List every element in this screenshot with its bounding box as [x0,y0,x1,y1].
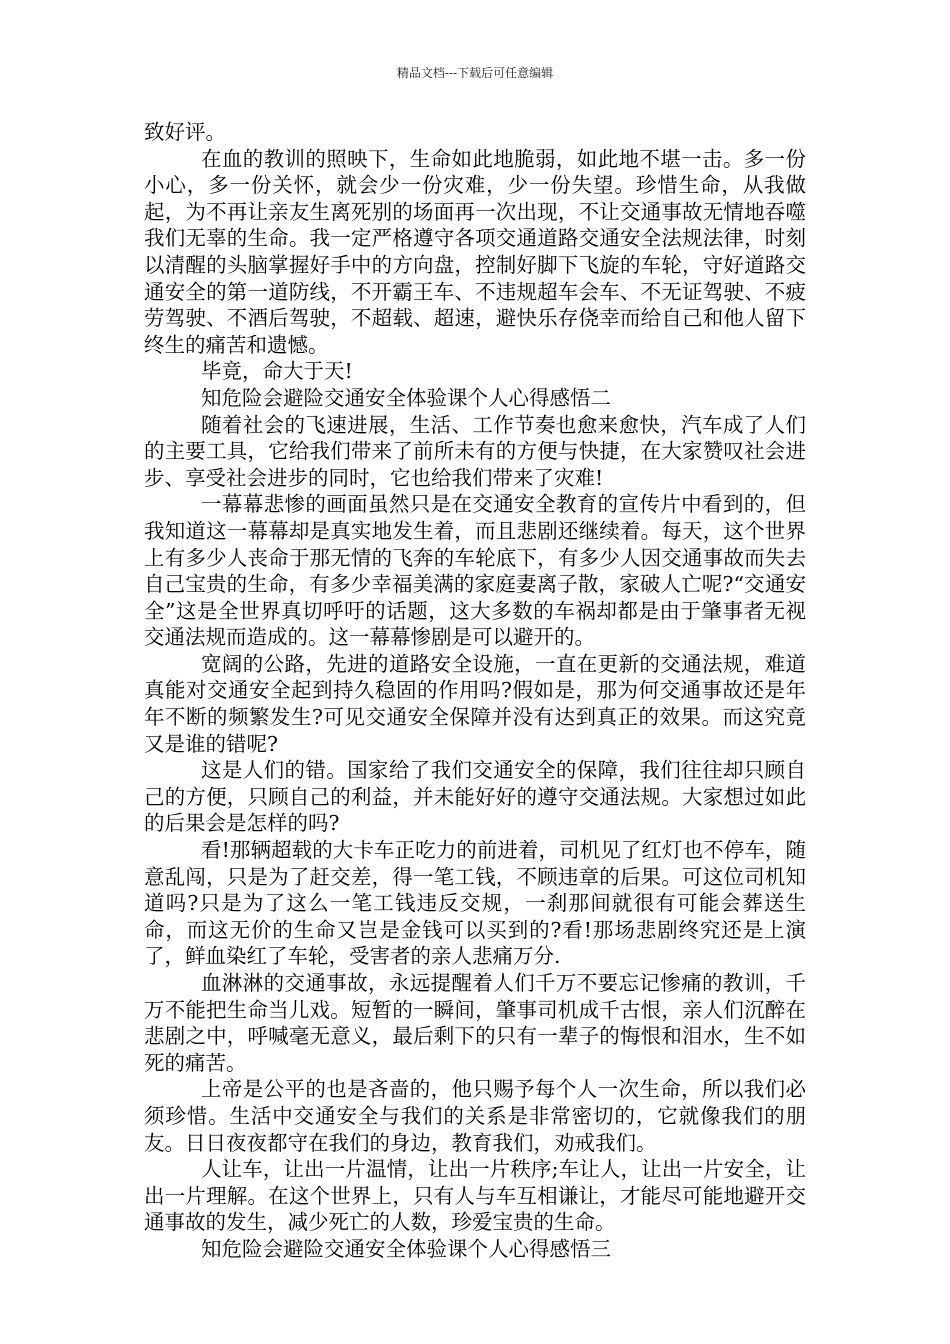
paragraph: 人让车，让出一片温情，让出一片秩序;车让人，让出一片安全，让出一片理解。在这个世界上，只有人与车互相谦让，才能尽可能地避开交通事故的发生，减少死亡的人数，珍爱宝贵的生命。 [144,1157,806,1235]
paragraph: 一幕幕悲惨的画面虽然只是在交通安全教育的宣传片中看到的，但我知道这一幕幕却是真实地发生着，而且悲剧还继续着。每天，这个世界上有多少人丧命于那无情的飞奔的车轮底下，有多少人因交通事故而失去自己宝贵的生命，有多少幸福美满的家庭妻离子散，家破人亡呢?“交通安全”这是全世界真切呼吁的话题，这大多数的车祸却都是由于肇事者无视交通法规而造成的。这一幕幕惨剧是可以避开的。 [144,492,806,650]
paragraph-continuation: 致好评。 [144,120,226,144]
section-heading: 知危险会避险交通安全体验课个人心得感悟二 [201,385,611,410]
document-body [144,119,806,1263]
paragraph: 在血的教训的照映下，生命如此地脆弱，如此地不堪一击。多一份小心，多一份关怀，就会少一份灾难，少一份失望。珍惜生命，从我做起，为不再让亲友生离死别的场面再一次出现，不让交通事故无情地吞噬我们无辜的生命。我一定严格遵守各项交通道路交通安全法规法律，时刻以清醒的头脑掌握好手中的方向盘，控制好脚下飞旋的车轮，守好道路交通安全的第一道防线，不开霸王车、不违规超车会车、不无证驾驶、不疲劳驾驶、不酒后驾驶，不超载、超速，避快乐存侥幸而给自己和他人留下终生的痛苦和遗憾。 [144,146,806,357]
page-header: 精品文档---下载后可任意编辑 [396,66,554,80]
paragraph: 看!那辆超载的大卡车正吃力的前进着，司机见了红灯也不停车，随意乱闯，只是为了赶交差，得一笔工钱，不顾违章的后果。可这位司机知道吗?只是为了这么一笔工钱违反交规，一刹那间就很有可能会葬送生命，而这无价的生命又岂是金钱可以买到的?看!那场悲剧终究还是上演了，鲜血染红了车轮，受害者的亲人悲痛万分. [144,838,806,969]
paragraph: 上帝是公平的也是吝啬的，他只赐予每个人一次生命，所以我们必须珍惜。生活中交通安全与我们的关系是非常密切的，它就像我们的朋友。日日夜夜都守在我们的身边，教育我们，劝戒我们。 [144,1077,806,1155]
paragraph: 这是人们的错。国家给了我们交通安全的保障，我们往往却只顾自己的方便，只顾自己的利益，并未能好好的遵守交通法规。大家想过如此的后果会是怎样的吗? [144,758,806,836]
paragraph: 宽阔的公路，先进的道路安全设施，一直在更新的交通法规，难道真能对交通安全起到持久稳固的作用吗?假如是，那为何交通事故还是年年不断的频繁发生?可见交通安全保障并没有达到真正的效果。而这究竟又是谁的错呢? [144,651,806,756]
paragraph: 毕竟，命大于天! [201,359,353,384]
section-heading: 知危险会避险交通安全体验课个人心得感悟三 [201,1236,611,1261]
paragraph: 随着社会的飞速进展，生活、工作节奏也愈来愈快，汽车成了人们的主要工具，它给我们带来了前所未有的方便与快捷，在大家赞叹社会进步、享受社会进步的同时，它也给我们带来了灾难! [144,412,806,490]
paragraph: 血淋淋的交通事故，永远提醒着人们千万不要忘记惨痛的教训，千万不能把生命当儿戏。短暂的一瞬间，肇事司机成千古恨，亲人们沉醉在悲剧之中，呼喊毫无意义，最后剩下的只有一辈子的悔恨和泪水，生不如死的痛苦。 [144,971,806,1075]
